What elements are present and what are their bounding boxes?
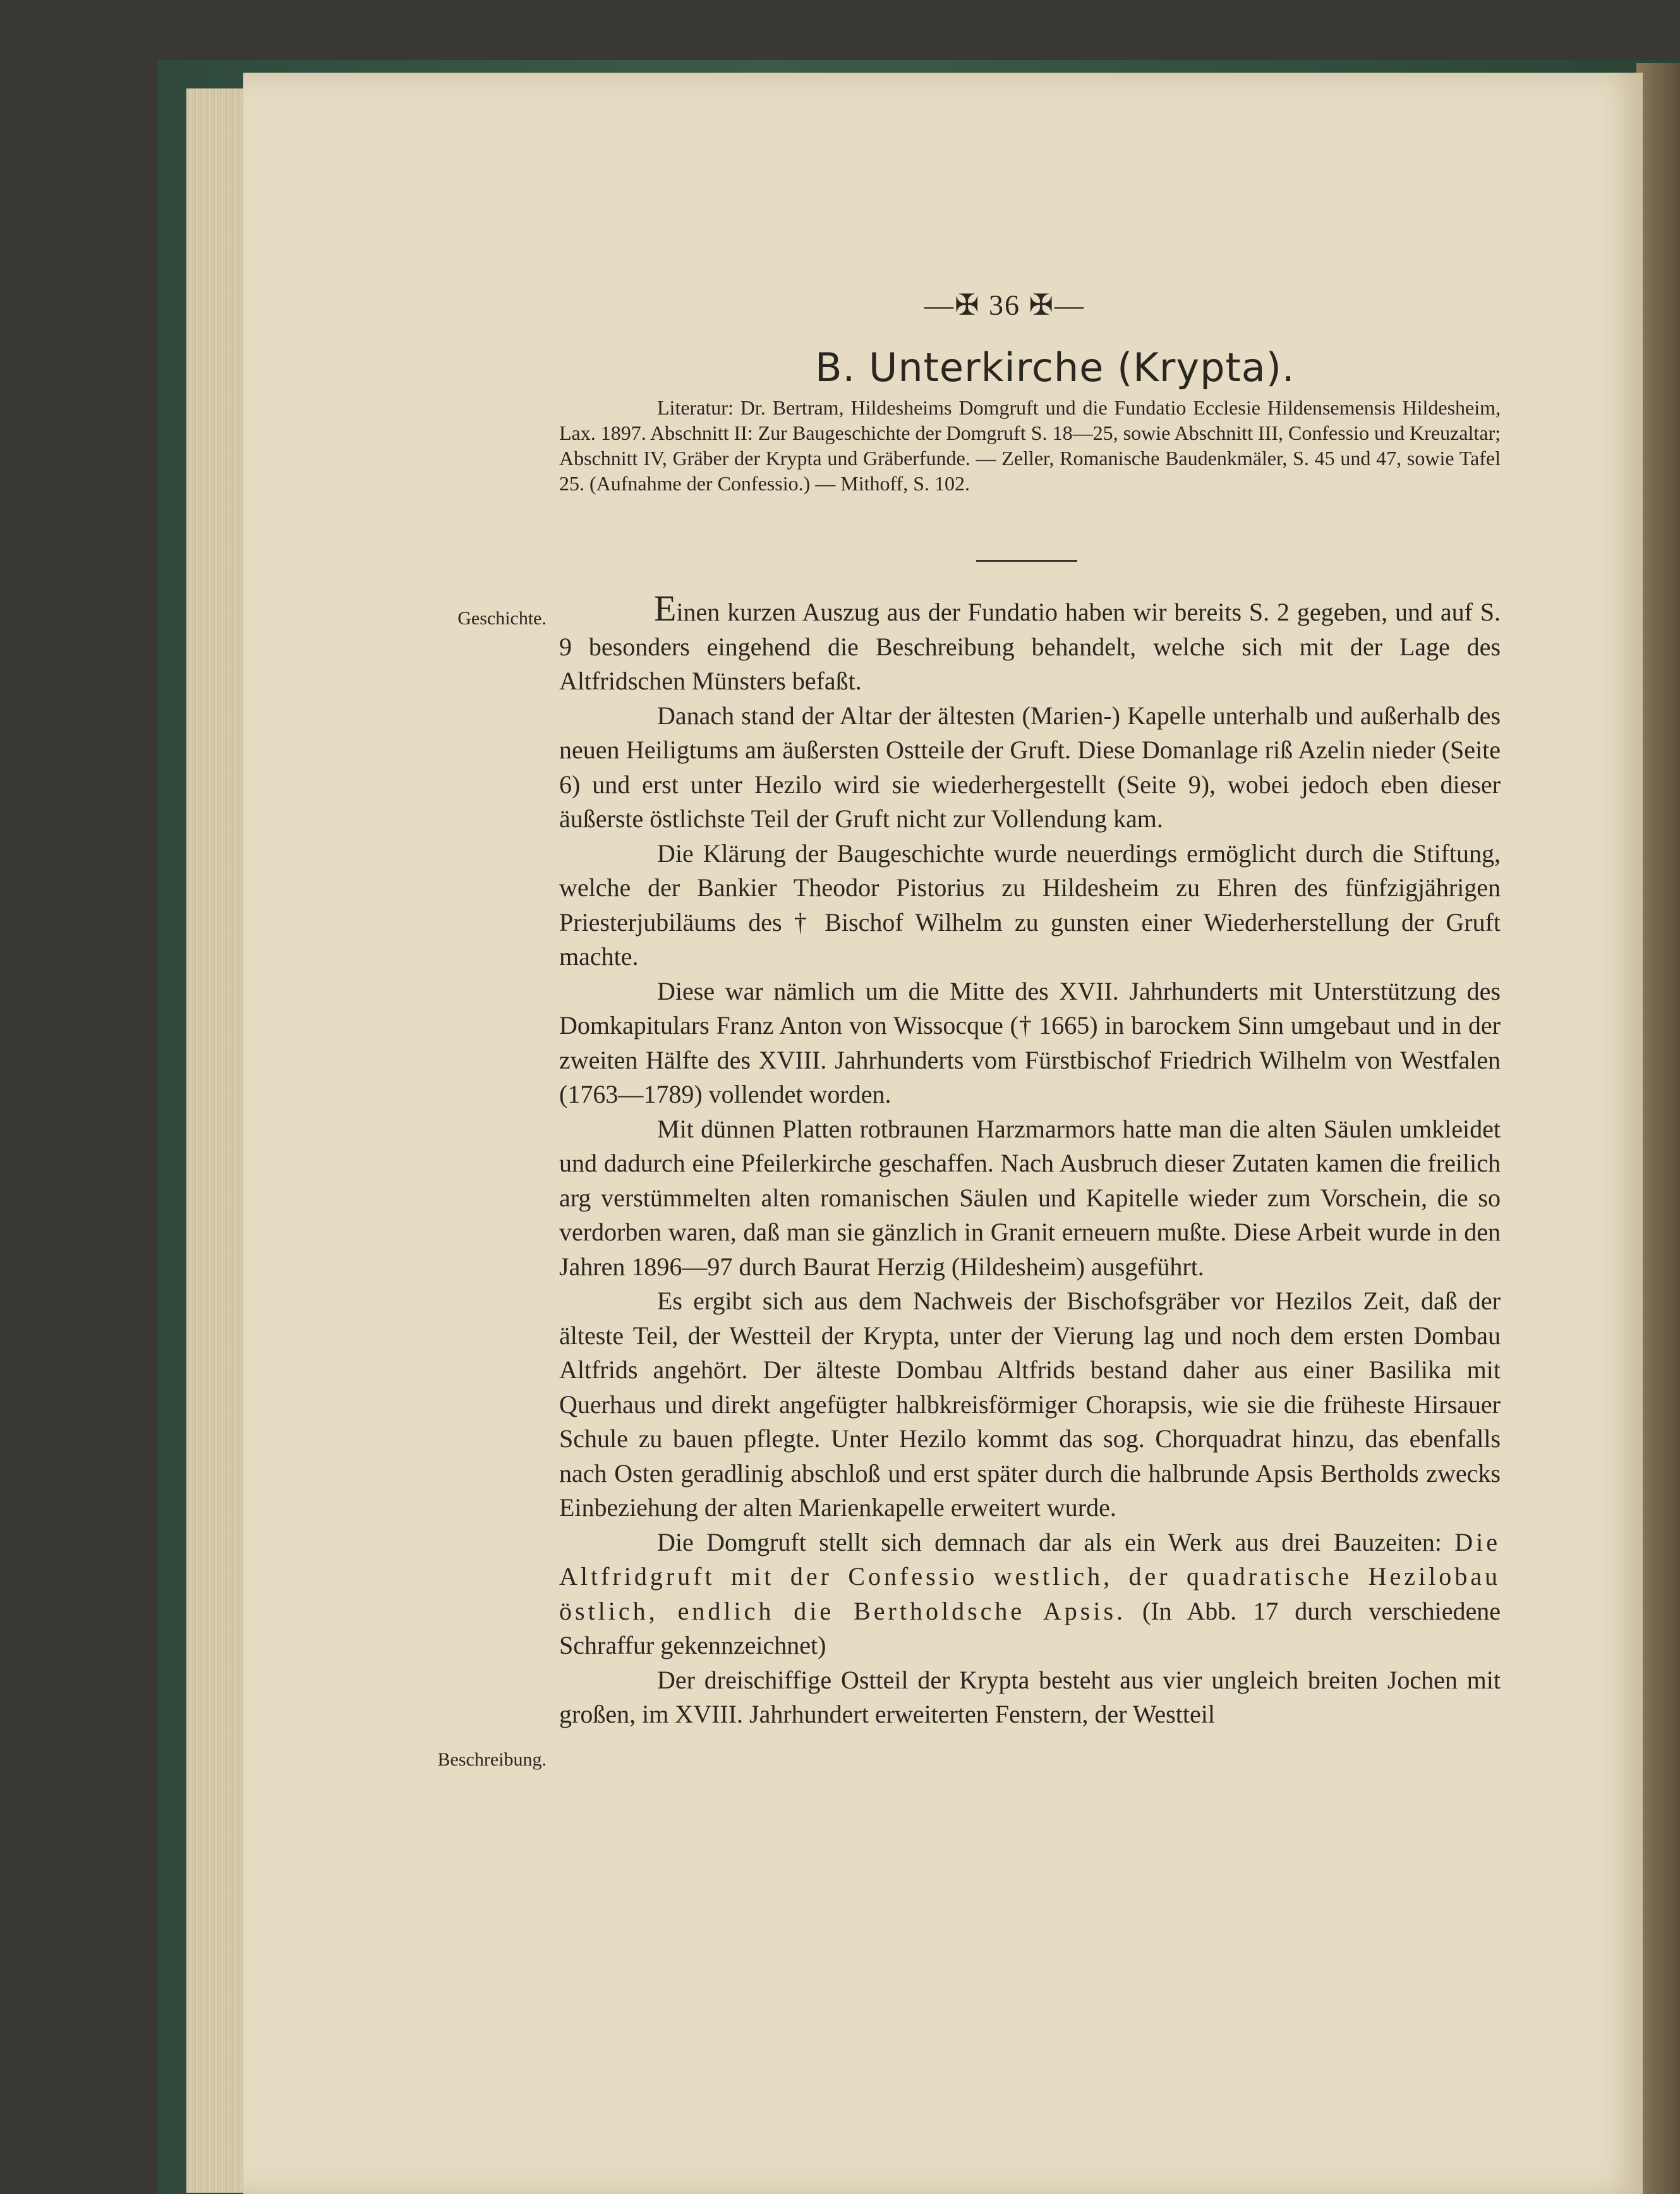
drop-cap: E: [654, 588, 677, 629]
paragraph-3: Die Klärung der Baugeschichte wurde neuerdings ermöglicht durch die Stiftung, welche der Bankier Theodor Pistorius zu Hildesheim zu Ehren des fünfzigjährigen Priesterjubiläums des † Bischof Wilhelm zu gunsten einer Wiederherstellung der Gruft machte.: [559, 839, 1501, 971]
page-title: B. Unterkirche (Krypta).: [815, 344, 1295, 391]
paragraph-2: Danach stand der Altar der ältesten (Marien-) Kapelle unterhalb und außerhalb des neuen Heiligtums am äußersten Ostteile der Gruft. Diese Domanlage riß Azelin nieder (Seite 6) und erst unter Hezilo wird sie wiederhergestellt (Seite 9), wobei jedoch eben dieser äußerste östlichste Teil der Gruft nicht zur Vollendung kam.: [559, 701, 1501, 833]
paragraph-7: [559, 1525, 1501, 1663]
paragraph-7-spaced: Die Altfridgruft mit der Confessio westlich, der quadratische Hezilobau östlich, endlich die Bertholdsche Apsis.: [559, 1527, 1501, 1625]
facing-page-edge: [1636, 63, 1680, 2194]
literature-block: [559, 395, 1501, 496]
paragraph-6: Es ergibt sich aus dem Nachweis der Bischofsgräber vor Hezilos Zeit, daß der älteste Teil, der Westteil der Krypta, unter der Vierung lag und noch dem ersten Dombau Altfrids angehört. Der älteste Dombau Altfrids bestand daher aus einer Basilika mit Querhaus und direkt angefügter halbkreisförmiger Chorapsis, wie sie die früheste Hirsauer Schule zu bauen pflegte. Unter Hezilo kommt das sog. Chorquadrat hinzu, das ebenfalls nach Osten geradlinig abschloß und erst später durch die halbrunde Apsis Bertholds zwecks Einbeziehung der alten Marienkapelle erweitert wurde.: [559, 1287, 1501, 1522]
paragraph-7-tail: (In Abb. 17 durch verschiedene Schraffur gekennzeichnet): [559, 1596, 1501, 1659]
margin-note-geschichte: Geschichte.: [457, 608, 547, 629]
page-number-header: —✠ 36 ✠—: [924, 289, 1085, 321]
margin-note-beschreibung: Beschreibung.: [437, 1749, 547, 1770]
paragraph-4: Diese war nämlich um die Mitte des XVII. Jahrhunderts mit Unterstützung des Domkapitulars Franz Anton von Wissocque († 1665) in barockem Sinn umgebaut und in der zweiten Hälfte des XVIII. Jahrhunderts vom Fürstbischof Friedrich Wilhelm von Westfalen (1763—1789) vollendet worden.: [559, 976, 1501, 1108]
body-text: [559, 588, 1501, 1732]
paragraph-1-text: inen kurzen Auszug aus der Fundatio haben wir bereits S. 2 gegeben, und auf S. 9 besonders eingehend die Beschreibung behandelt, welche sich mit der Lage des Altfridschen Münsters befaßt.: [559, 598, 1501, 695]
paragraph-8: Der dreischiffige Ostteil der Krypta besteht aus vier ungleich breiten Jochen mit großen, im XVIII. Jahrhundert erweiterten Fenstern, der Westteil: [559, 1665, 1501, 1728]
section-rule: [976, 560, 1077, 562]
paragraph-7-lead: Die Domgruft stellt sich demnach dar als ein Werk aus drei Bauzeiten:: [657, 1527, 1442, 1556]
paragraph-5: Mit dünnen Platten rotbraunen Harzmarmors hatte man die alten Säulen umkleidet und dadurch eine Pfeilerkirche geschaffen. Nach Ausbruch dieser Zutaten kamen die freilich arg verstümmelten alten romanischen Säulen und Kapitelle wieder zum Vorschein, die so verdorben waren, daß man sie gänzlich in Granit erneuern mußte. Diese Arbeit wurde in den Jahren 1896—97 durch Baurat Herzig (Hildesheim) ausgeführt.: [559, 1114, 1501, 1281]
paragraph-1: [559, 588, 1501, 699]
literature-text: Literatur: Dr. Bertram, Hildesheims Domgruft und die Fundatio Ecclesie Hildensemensis Hildesheim, Lax. 1897. Abschnitt II: Zur Baugeschichte der Domgruft S. 18—25, sowie Abschnitt III, Confessio und Kreuzaltar; Abschnitt IV, Gräber der Krypta und Gräberfunde. — Zeller, Romanische Baudenkmäler, S. 45 und 47, sowie Tafel 25. (Aufnahme der Confessio.) — Mithoff, S. 102.: [559, 396, 1501, 495]
